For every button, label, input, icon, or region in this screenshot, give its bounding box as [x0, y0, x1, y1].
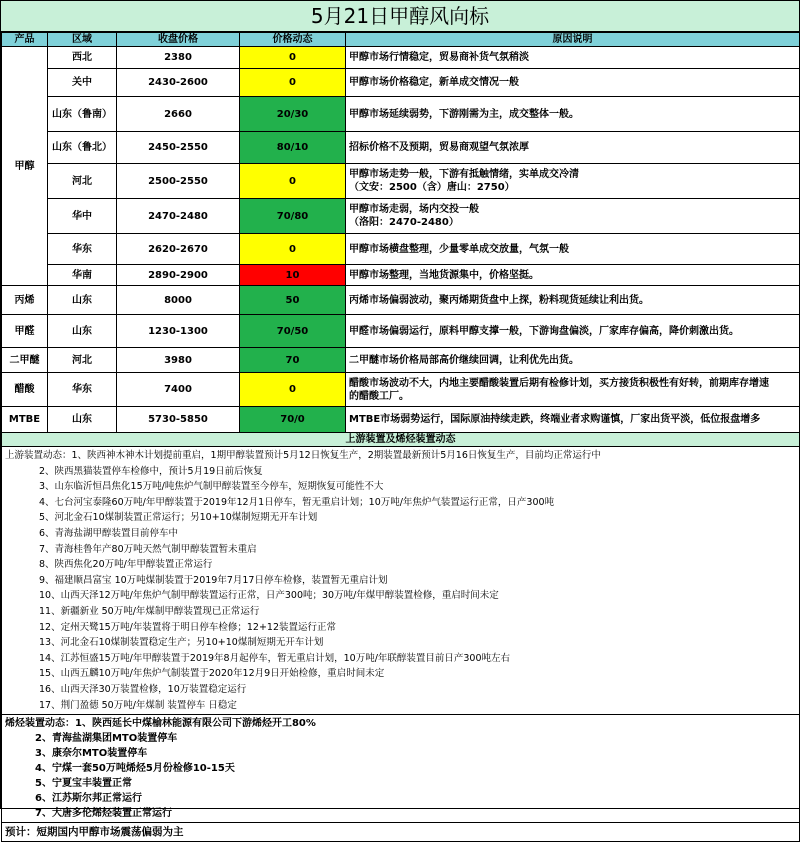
- change-cell: 70/50: [240, 315, 346, 348]
- header-reason: 原因说明: [346, 33, 800, 47]
- region-cell: 山东: [48, 315, 117, 348]
- note-line: 9、福建顺昌富宝 10万吨煤制装置于2019年7月17日停车检修，装置暂无重启计划: [39, 574, 388, 586]
- table-row: [2, 348, 800, 373]
- region-cell: 华中: [48, 199, 117, 234]
- header-price: 收盘价格: [117, 33, 240, 47]
- reason-cell: 二甲醚市场价格局部高价继续回调，让利优先出货。: [346, 348, 800, 373]
- price-table: [1, 32, 800, 842]
- price-cell: 2380: [117, 47, 240, 69]
- reason-line: 甲醇市场走势一般，下游有抵触情绪，实单成交冷清: [349, 169, 579, 180]
- note-line: 15、山西五麟10万吨/年焦炉气制装置于2020年12月9日开始检修，重启时间未定: [39, 668, 385, 680]
- header-change: 价格动态: [240, 33, 346, 47]
- reason-cell: 甲醇市场整理，当地货源集中，价格坚挺。: [346, 265, 800, 286]
- section-title: 上游装置及烯烃装置动态: [2, 433, 800, 447]
- change-cell: 0: [240, 69, 346, 97]
- page-title: 5月21日甲醇风向标: [1, 1, 799, 32]
- change-cell: 70: [240, 348, 346, 373]
- table-row: [2, 164, 800, 199]
- header-product: 产品: [2, 33, 48, 47]
- region-cell: 山东: [48, 407, 117, 433]
- note-line: 4、宁煤一套50万吨烯烃5月份检修10-15天: [35, 763, 235, 775]
- table-row: [2, 315, 800, 348]
- upstream-row: [2, 447, 800, 715]
- change-cell: 70/0: [240, 407, 346, 433]
- reason-line: 甲醇市场走弱，场内交投一般: [349, 204, 479, 215]
- change-cell: 0: [240, 164, 346, 199]
- region-cell: 华南: [48, 265, 117, 286]
- olefin-row: [2, 715, 800, 823]
- note-line: 4、七台河宝泰隆60万吨/年甲醇装置于2019年12月1日停车，暂无重启计划；10万吨/年焦炉气装置运行正常，日产300吨: [39, 496, 555, 508]
- note-line: 8、陕西焦化20万吨/年甲醇装置正常运行: [39, 559, 213, 571]
- note-line: 2、陕西黑猫装置停车检修中，预计5月19日前后恢复: [39, 465, 263, 477]
- price-cell: 2500-2550: [117, 164, 240, 199]
- note-line: 3、山东临沂恒昌焦化15万吨/吨焦炉气制甲醇装置至今停车，短期恢复可能性不大: [39, 481, 384, 493]
- table-row: [2, 373, 800, 407]
- note-line: 5、河北金石10煤制装置正常运行；另10+10煤制短期无开车计划: [39, 512, 318, 524]
- price-cell: 2890-2900: [117, 265, 240, 286]
- change-cell: 0: [240, 47, 346, 69]
- reason-cell: 甲醇市场横盘整理，少量零单成交放量，气氛一般: [346, 234, 800, 265]
- reason-cell: [346, 373, 800, 407]
- reason-line: 醋酸市场波动不大，内地主要醋酸装置后期有检修计划，买方接货积极性有好转，前期库存增速: [349, 377, 769, 389]
- change-cell: 20/30: [240, 97, 346, 132]
- table-row: [2, 47, 800, 69]
- table-row: [2, 407, 800, 433]
- reason-cell: 丙烯市场偏弱波动，聚丙烯期货盘中上探，粉料现货延续让利出货。: [346, 286, 800, 315]
- section-row: [2, 433, 800, 447]
- reason-cell: 招标价格不及预期，贸易商观望气氛浓厚: [346, 132, 800, 164]
- reason-cell: MTBE市场弱势运行，国际原油持续走跌，终端业者求购谨慎，厂家出货平淡，低位报盘增多: [346, 407, 800, 433]
- note-line: 12、定州天鹭15万吨/年装置将于明日停车检修；12+12装置运行正常: [39, 621, 337, 633]
- note-line: 2、青海盐湖集团MTO装置停车: [35, 733, 178, 745]
- note-line: 3、康奈尔MTO装置停车: [35, 748, 148, 760]
- product-cell: MTBE: [2, 407, 48, 433]
- price-cell: 8000: [117, 286, 240, 315]
- price-cell: 3980: [117, 348, 240, 373]
- price-cell: 2450-2550: [117, 132, 240, 164]
- region-cell: 西北: [48, 47, 117, 69]
- region-cell: 山东: [48, 286, 117, 315]
- region-cell: 河北: [48, 348, 117, 373]
- price-cell: 7400: [117, 373, 240, 407]
- note-line: 6、青海盐湖甲醇装置目前停车中: [39, 527, 179, 539]
- change-cell: 0: [240, 234, 346, 265]
- price-cell: 2470-2480: [117, 199, 240, 234]
- note-line: 16、山西天泽30万装置检修，10万装置稳定运行: [39, 683, 247, 695]
- reason-line: （文安：2500（含）唐山：2750）: [349, 182, 515, 193]
- table-row: [2, 265, 800, 286]
- table-row: [2, 199, 800, 234]
- product-cell: 丙烯: [2, 286, 48, 315]
- price-cell: 5730-5850: [117, 407, 240, 433]
- note-line: 13、河北金石10煤制装置稳定生产；另10+10煤制短期无开车计划: [39, 637, 324, 649]
- forecast-text: 预计：短期国内甲醇市场震荡偏弱为主: [2, 823, 800, 842]
- note-line: 14、江苏恒盛15万吨/年甲醇装置于2019年8月起停车，暂无重启计划，10万吨/年联醇装置目前日产300吨左右: [39, 652, 511, 664]
- region-cell: 华东: [48, 373, 117, 407]
- note-line: 7、大唐多伦烯烃装置正常运行: [35, 808, 172, 820]
- note-line: 7、青海桂鲁年产80万吨天然气制甲醇装置暂未重启: [39, 543, 257, 555]
- reason-line: 的醋酸工厂。: [349, 390, 409, 402]
- table-row: [2, 97, 800, 132]
- table-row: [2, 234, 800, 265]
- change-cell: 50: [240, 286, 346, 315]
- reason-cell: 甲醛市场偏弱运行，原料甲醇支撑一般，下游询盘偏淡，厂家库存偏高，降价刺激出货。: [346, 315, 800, 348]
- product-cell: 甲醛: [2, 315, 48, 348]
- note-line: 11、新疆新业 50万吨/年煤制甲醇装置现已正常运行: [39, 605, 260, 617]
- note-line: 6、江苏斯尔邦正常运行: [35, 793, 142, 805]
- forecast-row: [2, 823, 800, 842]
- table-row: [2, 132, 800, 164]
- region-cell: 华东: [48, 234, 117, 265]
- header-region: 区域: [48, 33, 117, 47]
- reason-cell: 甲醇市场延续弱势，下游刚需为主，成交整体一般。: [346, 97, 800, 132]
- reason-cell: [346, 199, 800, 234]
- table-header-row: [2, 33, 800, 47]
- note-line: 17、荆门盈德 50万吨/年煤制 装置停车 日稳定: [39, 699, 237, 711]
- table-row: [2, 69, 800, 97]
- product-cell: 醋酸: [2, 373, 48, 407]
- change-cell: 0: [240, 373, 346, 407]
- change-cell: 10: [240, 265, 346, 286]
- reason-cell: 甲醇市场行情稳定，贸易商补货气氛稍淡: [346, 47, 800, 69]
- price-cell: 2660: [117, 97, 240, 132]
- price-cell: 2430-2600: [117, 69, 240, 97]
- product-cell: 二甲醚: [2, 348, 48, 373]
- olefin-notes: [2, 715, 800, 823]
- upstream-notes: [2, 447, 800, 715]
- region-cell: 河北: [48, 164, 117, 199]
- change-cell: 70/80: [240, 199, 346, 234]
- note-line: 上游装置动态：1、陕西神木神木计划提前重启，1期甲醇装置预计5月12日恢复生产，2期装置最新预计5月16日恢复生产，目前均正常运行中: [5, 450, 601, 461]
- table-row: [2, 286, 800, 315]
- region-cell: 山东（鲁北）: [48, 132, 117, 164]
- change-cell: 80/10: [240, 132, 346, 164]
- note-line: 5、宁夏宝丰装置正常: [35, 778, 132, 790]
- reason-cell: [346, 164, 800, 199]
- note-line: 10、山西天泽12万吨/年焦炉气制甲醇装置运行正常，日产300吨；30万吨/年煤甲醇装置检修，重启时间未定: [39, 590, 499, 602]
- price-cell: 2620-2670: [117, 234, 240, 265]
- region-cell: 关中: [48, 69, 117, 97]
- note-line: 烯烃装置动态：1、陕西延长中煤榆林能源有限公司下游烯烃开工80%: [5, 718, 316, 730]
- region-cell: 山东（鲁南）: [48, 97, 117, 132]
- product-cell: 甲醇: [2, 47, 48, 286]
- reason-cell: 甲醇市场价格稳定，新单成交情况一般: [346, 69, 800, 97]
- price-cell: 1230-1300: [117, 315, 240, 348]
- reason-line: （洛阳：2470-2480）: [349, 217, 459, 228]
